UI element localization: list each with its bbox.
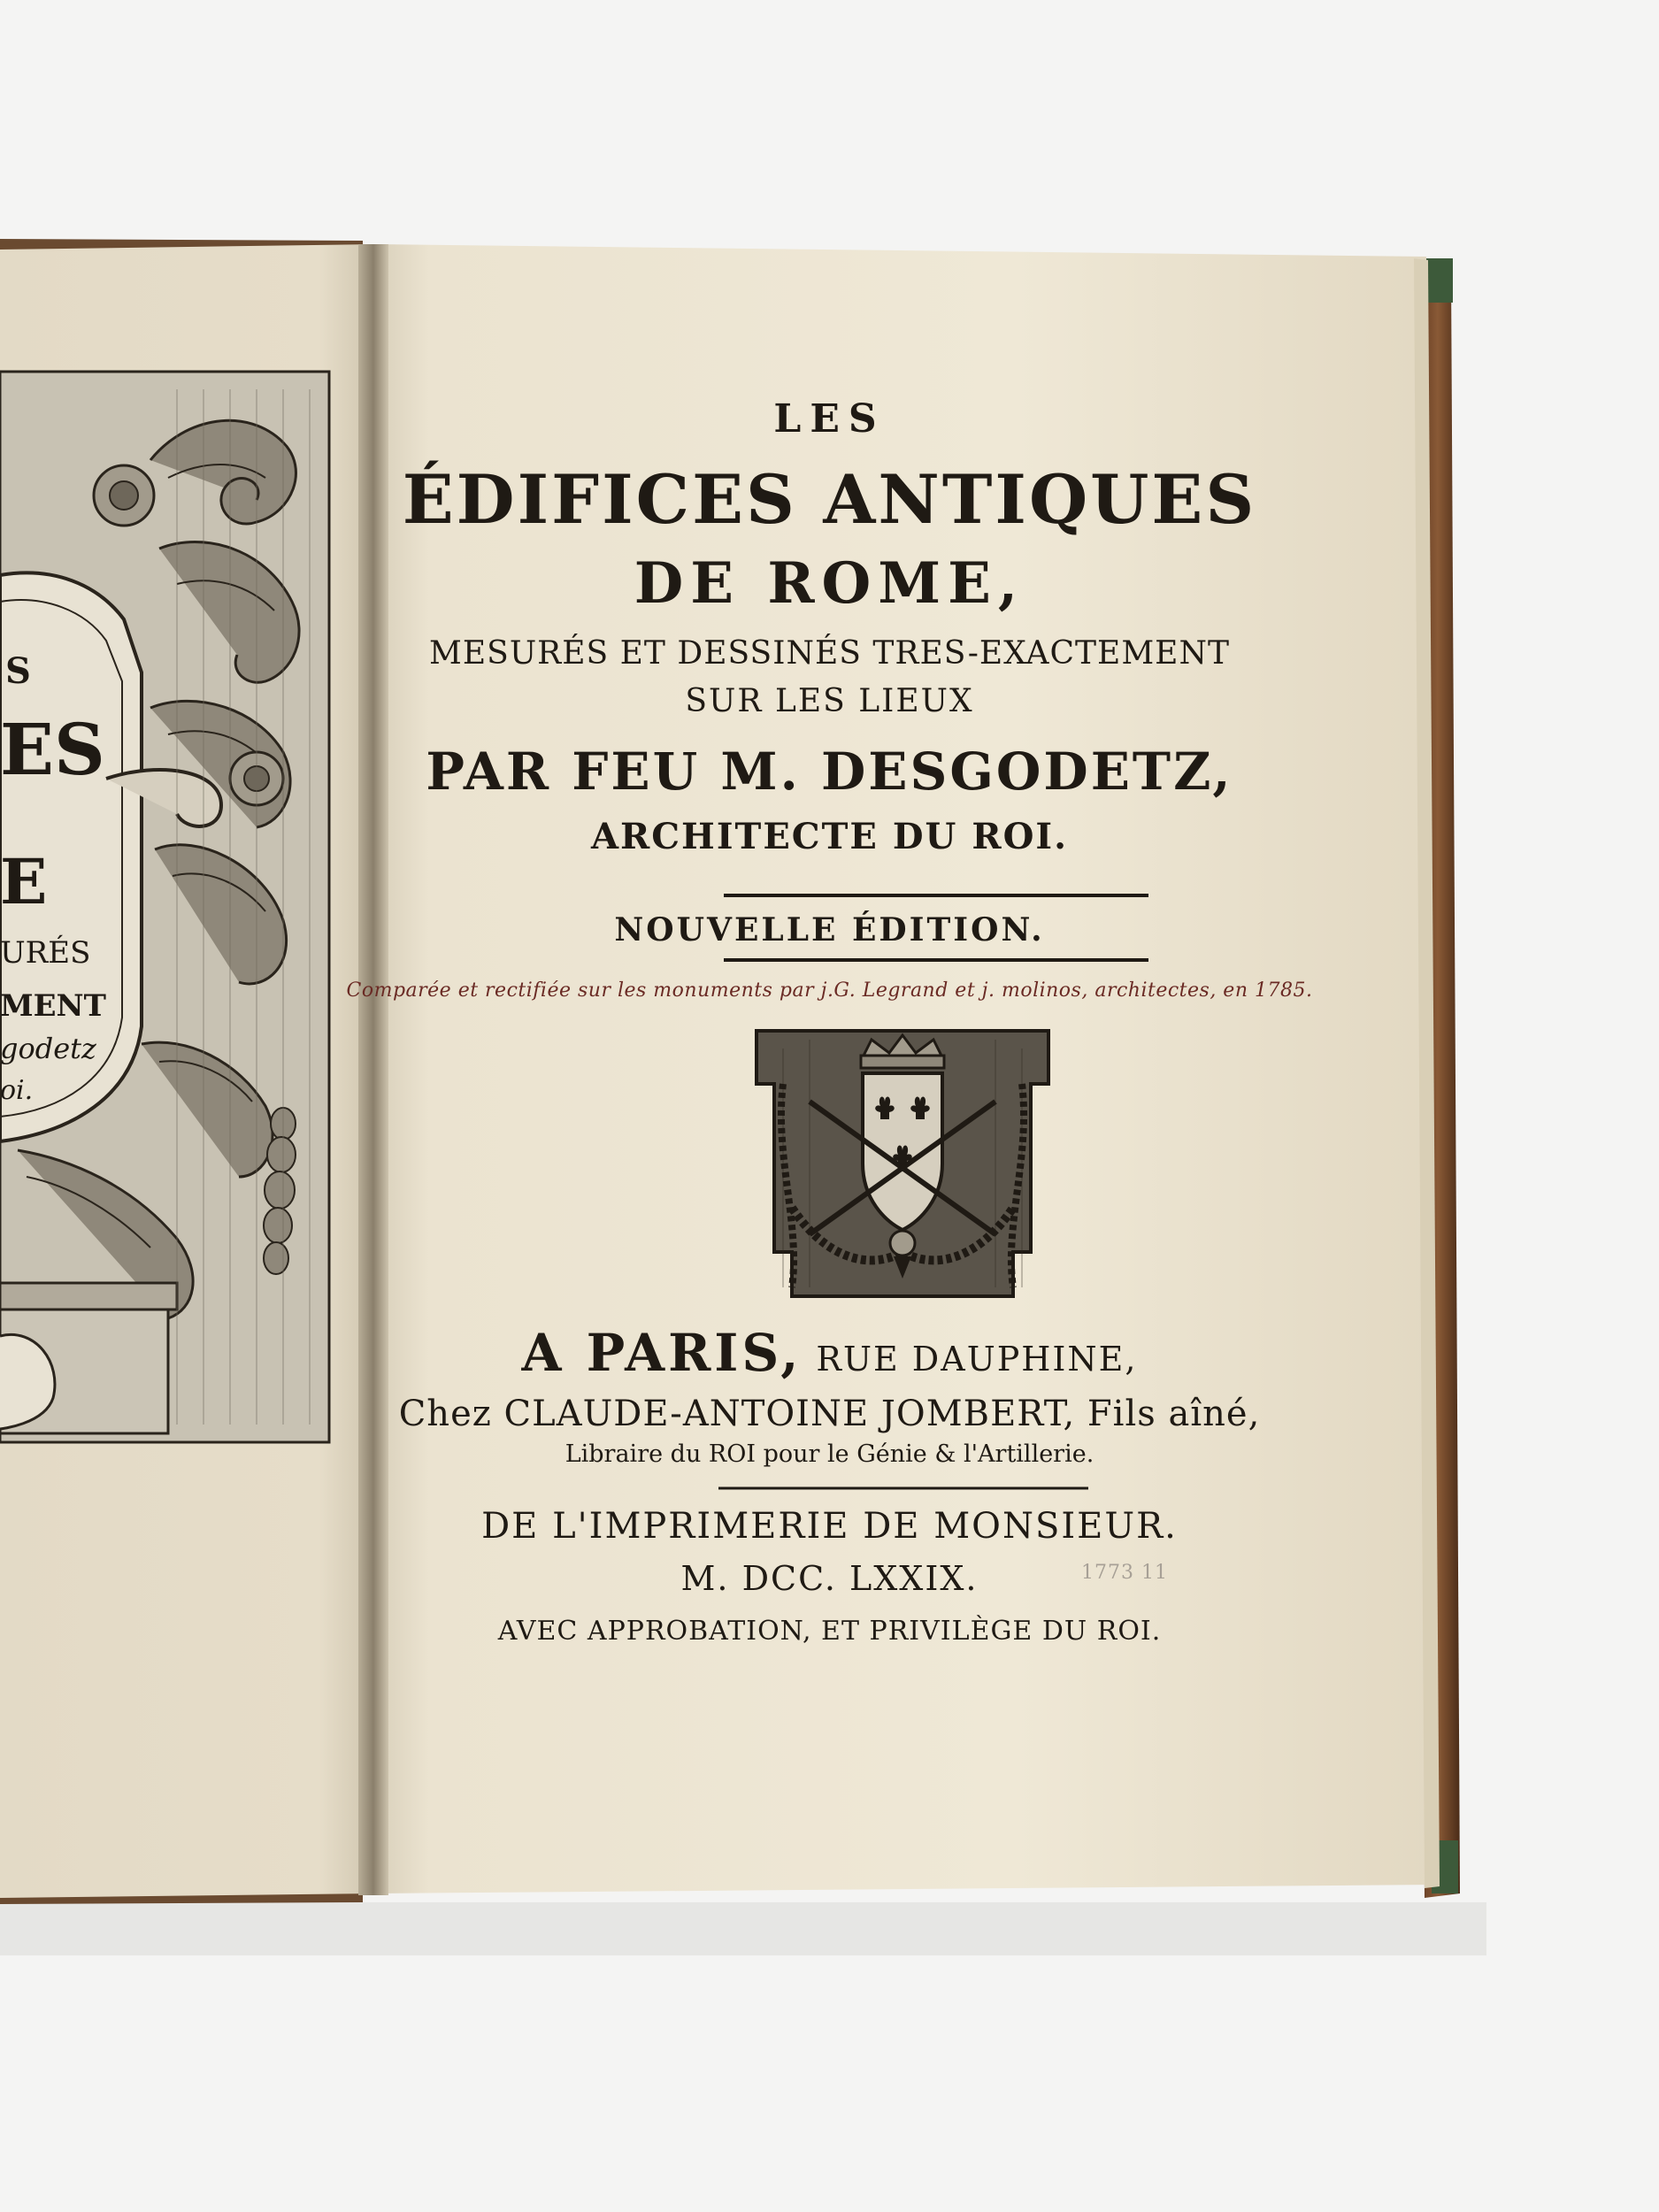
imprint-imprimerie: DE L'IMPRIMERIE DE MONSIEUR. [481,1506,1178,1547]
author-title: ARCHITECTE DU ROI. [590,816,1069,857]
imprint-rue-dauphine: RUE DAUPHINE, [816,1340,1138,1379]
edition-label: NOUVELLE ÉDITION. [614,911,1045,949]
imprint-paris [521,1323,1137,1383]
frontispiece-engraving [0,372,329,1442]
royal-arms-vignette [757,1031,1048,1296]
book-shadow [0,1902,1486,1955]
frontispiece-text-1: S [5,650,31,692]
frontispiece-text-6: godetz [0,1032,96,1065]
title-edifices-antiques: ÉDIFICES ANTIQUES [402,460,1257,539]
pencil-annotation: 1773 11 [1081,1562,1168,1584]
cover-corner-green [1426,258,1453,303]
subtitle-sur-les-lieux: SUR LES LIEUX [685,683,974,719]
frontispiece-text-4: URÉS [0,935,91,971]
frontispiece-text-5: MENT [0,988,106,1024]
frontispiece-text-2: ES [0,708,105,791]
subtitle-mesures: MESURÉS ET DESSINÉS TRES-EXACTEMENT [429,635,1230,672]
title-de-rome: DE ROME, [634,550,1025,617]
imprint-approbation: AVEC APPROBATION, ET PRIVILÈGE DU ROI. [497,1616,1162,1647]
imprint-libraire: Libraire du ROI pour le Génie & l'Artillerie. [565,1440,1094,1468]
frontispiece-text-3: E [0,845,48,918]
imprint-date: M. DCC. LXXIX. [680,1559,979,1598]
handwritten-annotation: Comparée et rectifiée sur les monuments par j.G. Legrand et j. molinos, architectes, en 1785. [346,979,1313,1002]
book-gutter [358,244,388,1895]
frontispiece-text-7: oi. [0,1075,34,1106]
imprint-a-paris: A PARIS, [521,1323,803,1383]
title-les: LES [773,396,886,442]
imprint-publisher: Chez CLAUDE-ANTOINE JOMBERT, Fils aîné, [398,1394,1261,1434]
author-line: PAR FEU M. DESGODETZ, [426,741,1233,802]
